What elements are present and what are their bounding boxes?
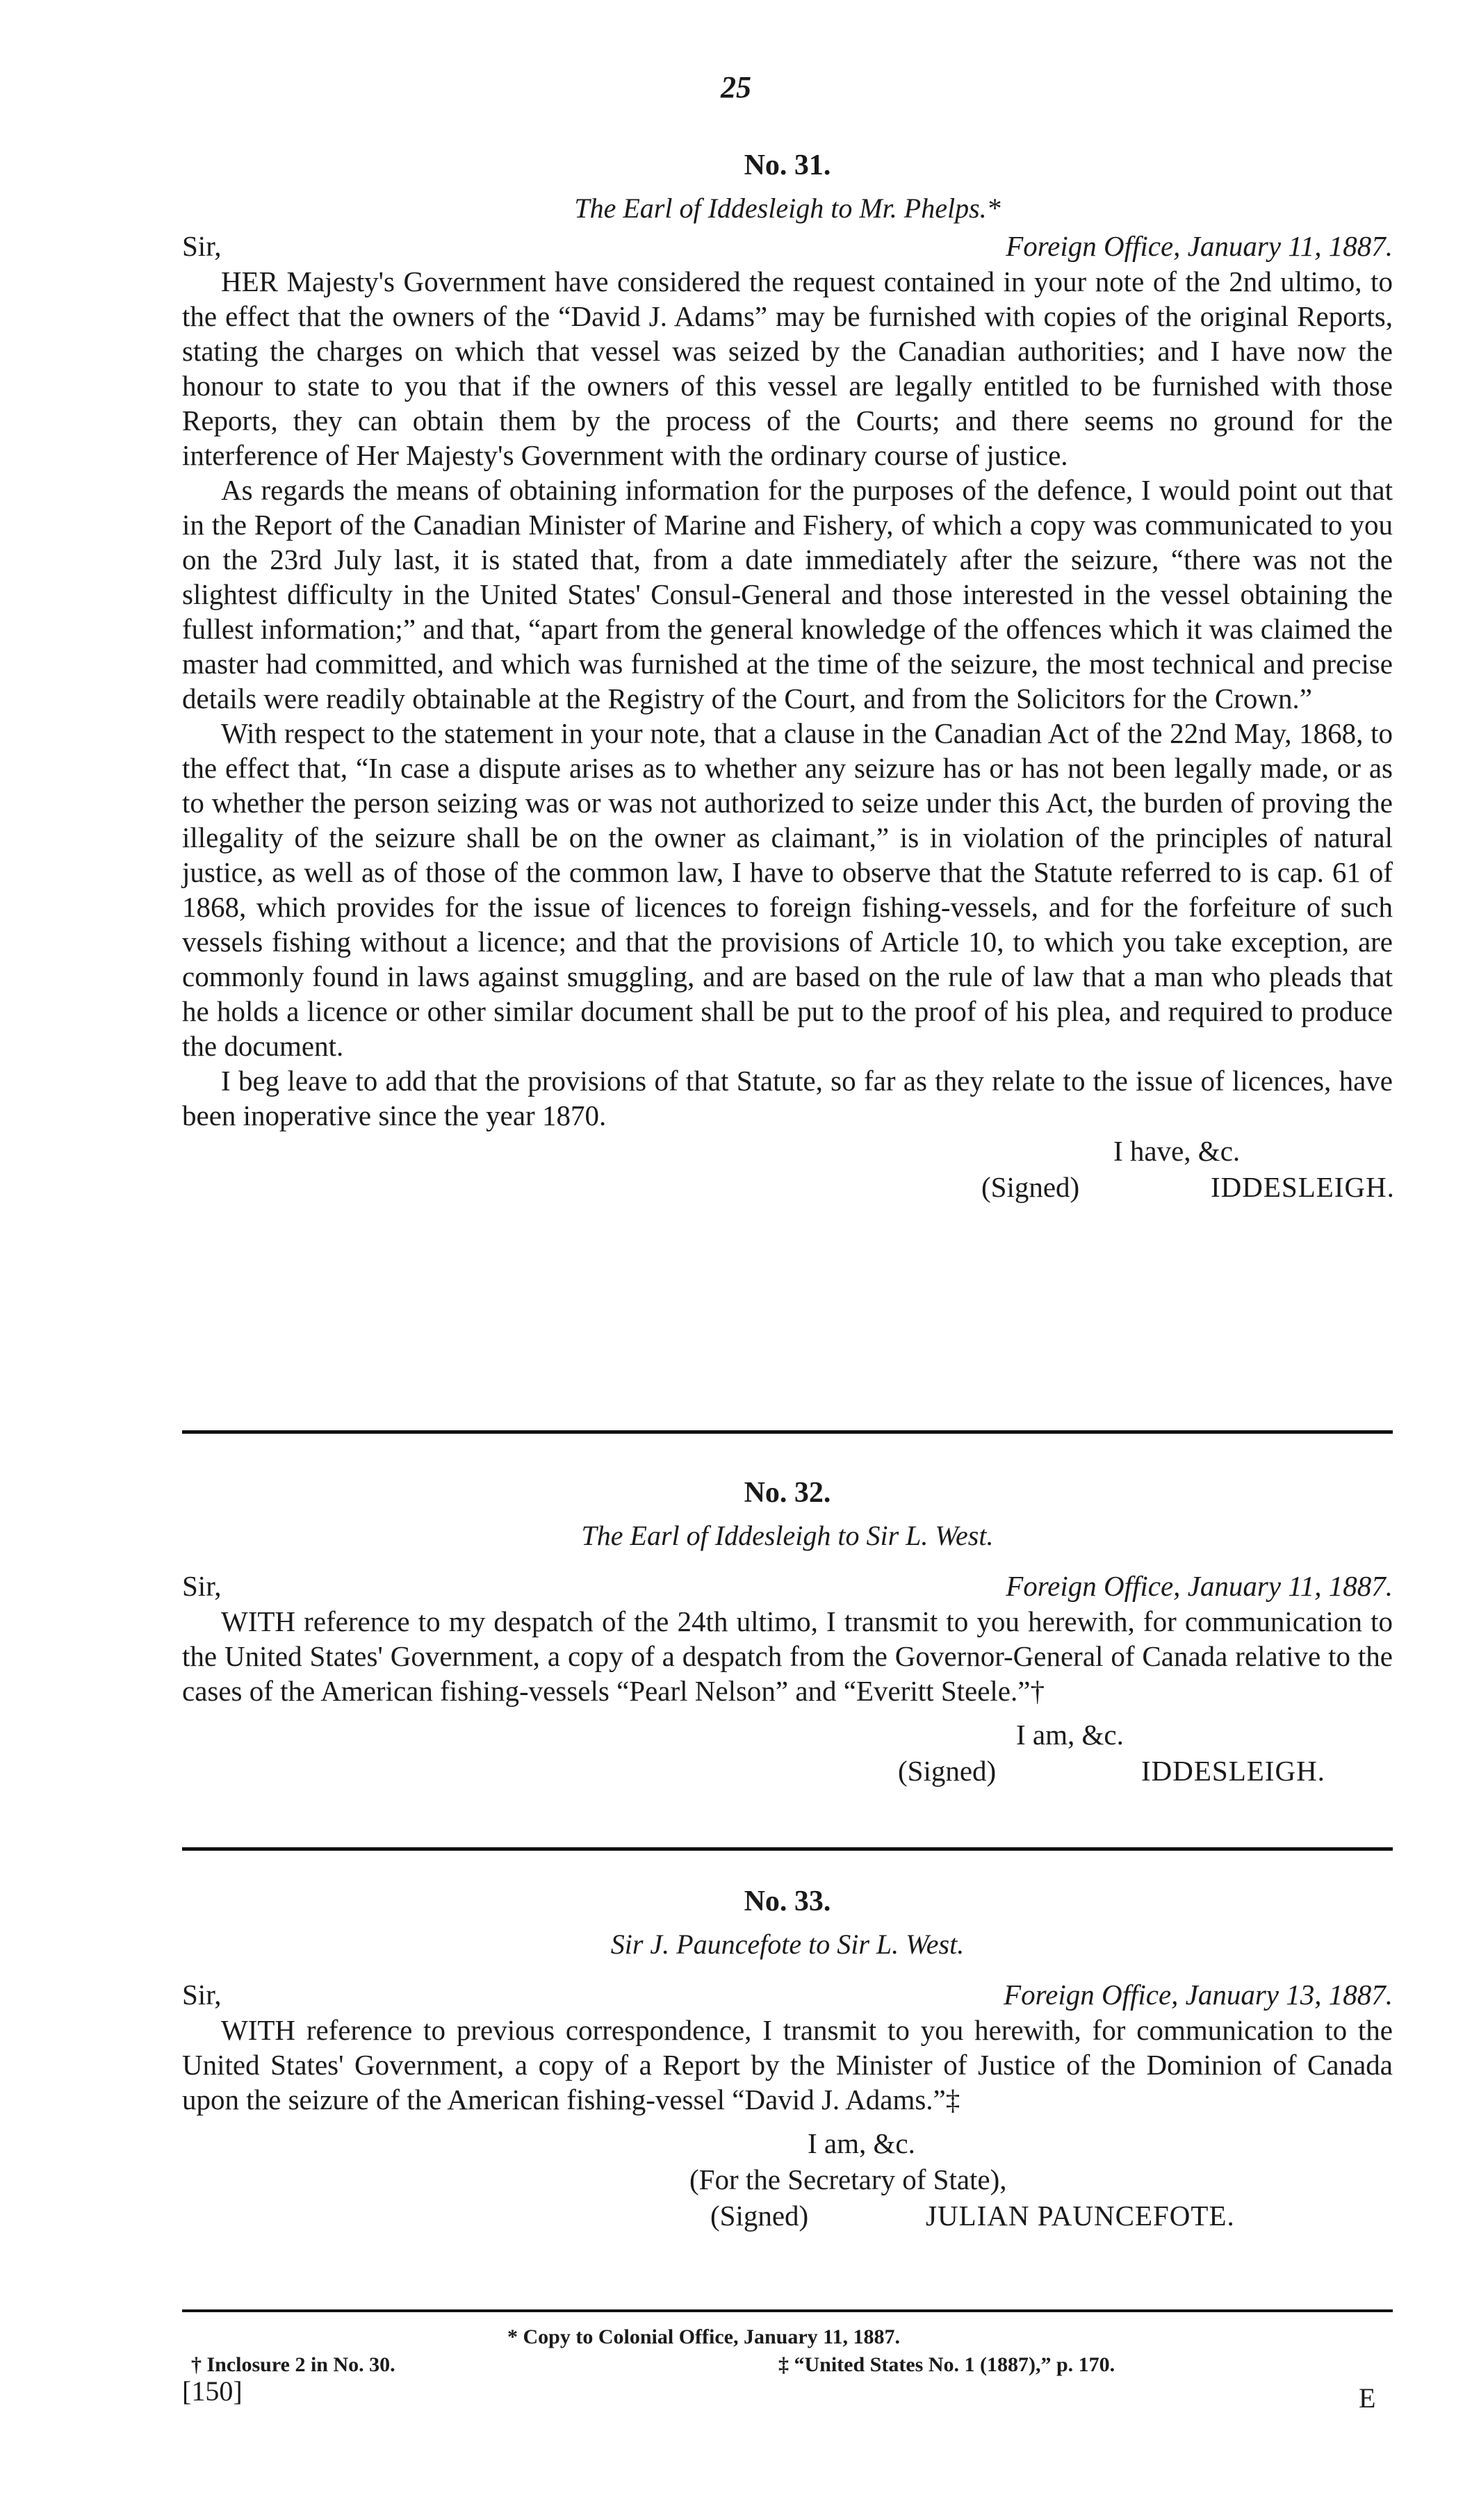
doc-heading: The Earl of Iddesleigh to Sir L. West. [581,1520,994,1551]
signer: IDDESLEIGH. [1141,1755,1325,1787]
dateline [1006,228,1393,264]
closing [182,1133,1393,1169]
letter-no-31 [182,146,1393,1205]
dateline [1006,1568,1393,1604]
closing-text: I have, &c. [1113,1135,1241,1167]
doc-heading: The Earl of Iddesleigh to Mr. Phelps.* [574,193,1001,224]
paragraph: WITH reference to previous correspondence, I transmit to you herewith, for communication to the United States' Government, a copy of a Report by the Minister of Justice of the Dominion of Canada upon the seizure of the American fishing-vessel “David J. Adams.”‡ [182,2014,1393,2116]
doc-number: No. 32. [744,1477,831,1509]
footnote-double-dagger: ‡ “United States No. 1 (1887),” p. 170. [778,2353,1115,2376]
page-number: 25 [721,70,751,104]
salutation: Sir, [182,1570,222,1602]
paragraph: WITH reference to my despatch of the 24th ultimo, I transmit to you herewith, for communication to the United States' Government, a copy of a despatch from the Governor-General of Canada relative to the cases of the American fishing-vessels “Pearl Nelson” and “Everitt Steele.”† [182,1605,1393,1707]
closing [182,2125,1393,2161]
paragraph: As regards the means of obtaining information for the purposes of the defence, I would point out that in the Report of the Canadian Minister of Marine and Fishery, of which a copy was communicated to you on the 23rd July last, it is stated that, from a date immediately after the seizure, “there was not the slightest difficulty in the United States' Consul-General and those interested in the vessel obtaining the fullest information;” and that, “apart from the general knowledge of the offences which it was claimed the master had committed, and which was furnished at the time of the seizure, the most technical and precise details were readily obtainable at the Registry of the Court, and from the Solicitors for the Crown.” [182,474,1393,714]
signature-line [182,1169,1393,1205]
closing-extra: (For the Secretary of State), [689,2163,1007,2195]
salutation: Sir, [182,1979,222,2011]
signed-label: (Signed) [981,1171,1080,1203]
closing-text: I am, &c. [808,2127,915,2159]
signer: IDDESLEIGH. [1211,1171,1395,1203]
doc-number: No. 33. [744,1885,831,1917]
signature-line [182,1753,1393,1789]
salutation-line [182,1977,1393,2013]
signature-letter: E [1359,2382,1376,2414]
letter-no-33 [182,1882,1393,2234]
salutation-line [182,1568,1393,1604]
signed-label: (Signed) [898,1755,997,1787]
letter-no-32 [182,1473,1393,1789]
footnote-dagger: † Inclosure 2 in No. 30. [191,2353,395,2376]
dateline-place: Foreign Office, [1006,230,1181,262]
doc-number: No. 31. [744,149,831,181]
paragraph: With respect to the statement in your note, that a clause in the Canadian Act of the 22nd May, 1868, to the effect that, “In case a dispute arises as to whether any seizure has or has not been legally made, or as to whether the person seizing was or was not authorized to seize under this Act, the burden of proving the illegality of the seizure shall be on the owner as claimant,” is in violation of the principles of natural justice, as well as of those of the common law, I have to observe that the Statute referred to is cap. 61 of 1868, which provides for the issue of licences to foreign fishing-vessels, and for the forfeiture of such vessels fishing without a licence; and that the provisions of Article 10, to which you take exception, are commonly found in laws against smuggling, and are based on the rule of law that a man who pleads that he holds a licence or other similar document shall be put to the proof of his plea, and required to produce the document. [182,717,1393,1062]
doc-heading: Sir J. Pauncefote to Sir L. West. [610,1929,965,1960]
closing [182,1717,1393,1753]
dateline-date: January 11, 1887. [1187,230,1393,262]
section-divider [182,1847,1393,1851]
print-code: [150] [182,2375,243,2407]
dateline-place: Foreign Office, [1004,1979,1179,2011]
footnote-divider [182,2309,1393,2312]
closing-extra-line [182,2161,1393,2198]
dateline-date: January 11, 1887. [1187,1570,1393,1602]
dateline-date: January 13, 1887. [1185,1979,1393,2011]
footnote-star: * Copy to Colonial Office, January 11, 1887. [507,2325,901,2348]
paragraph: HER Majesty's Government have considered the request contained in your note of the 2nd ultimo, to the effect that the owners of the “David J. Adams” may be furnished with copies of the original Reports, stating the charges on which that vessel was seized by the Canadian authorities; and I have now the honour to state to you that if the owners of this vessel are legally entitled to be furnished with those Reports, they can obtain them by the process of the Courts; and there seems no ground for the interference of Her Majesty's Government with the ordinary course of justice. [182,265,1393,471]
salutation-line [182,228,1393,264]
signed-label: (Signed) [710,2200,809,2232]
closing-text: I am, &c. [1016,1719,1124,1751]
dateline-place: Foreign Office, [1006,1570,1181,1602]
signer: JULIAN PAUNCEFOTE. [926,2200,1235,2232]
paragraph: I beg leave to add that the provisions of that Statute, so far as they relate to the issue of licences, have been inoperative since the year 1870. [182,1065,1393,1131]
salutation: Sir, [182,230,222,262]
dateline [1004,1977,1393,2013]
section-divider [182,1430,1393,1434]
signature-line [182,2198,1393,2234]
